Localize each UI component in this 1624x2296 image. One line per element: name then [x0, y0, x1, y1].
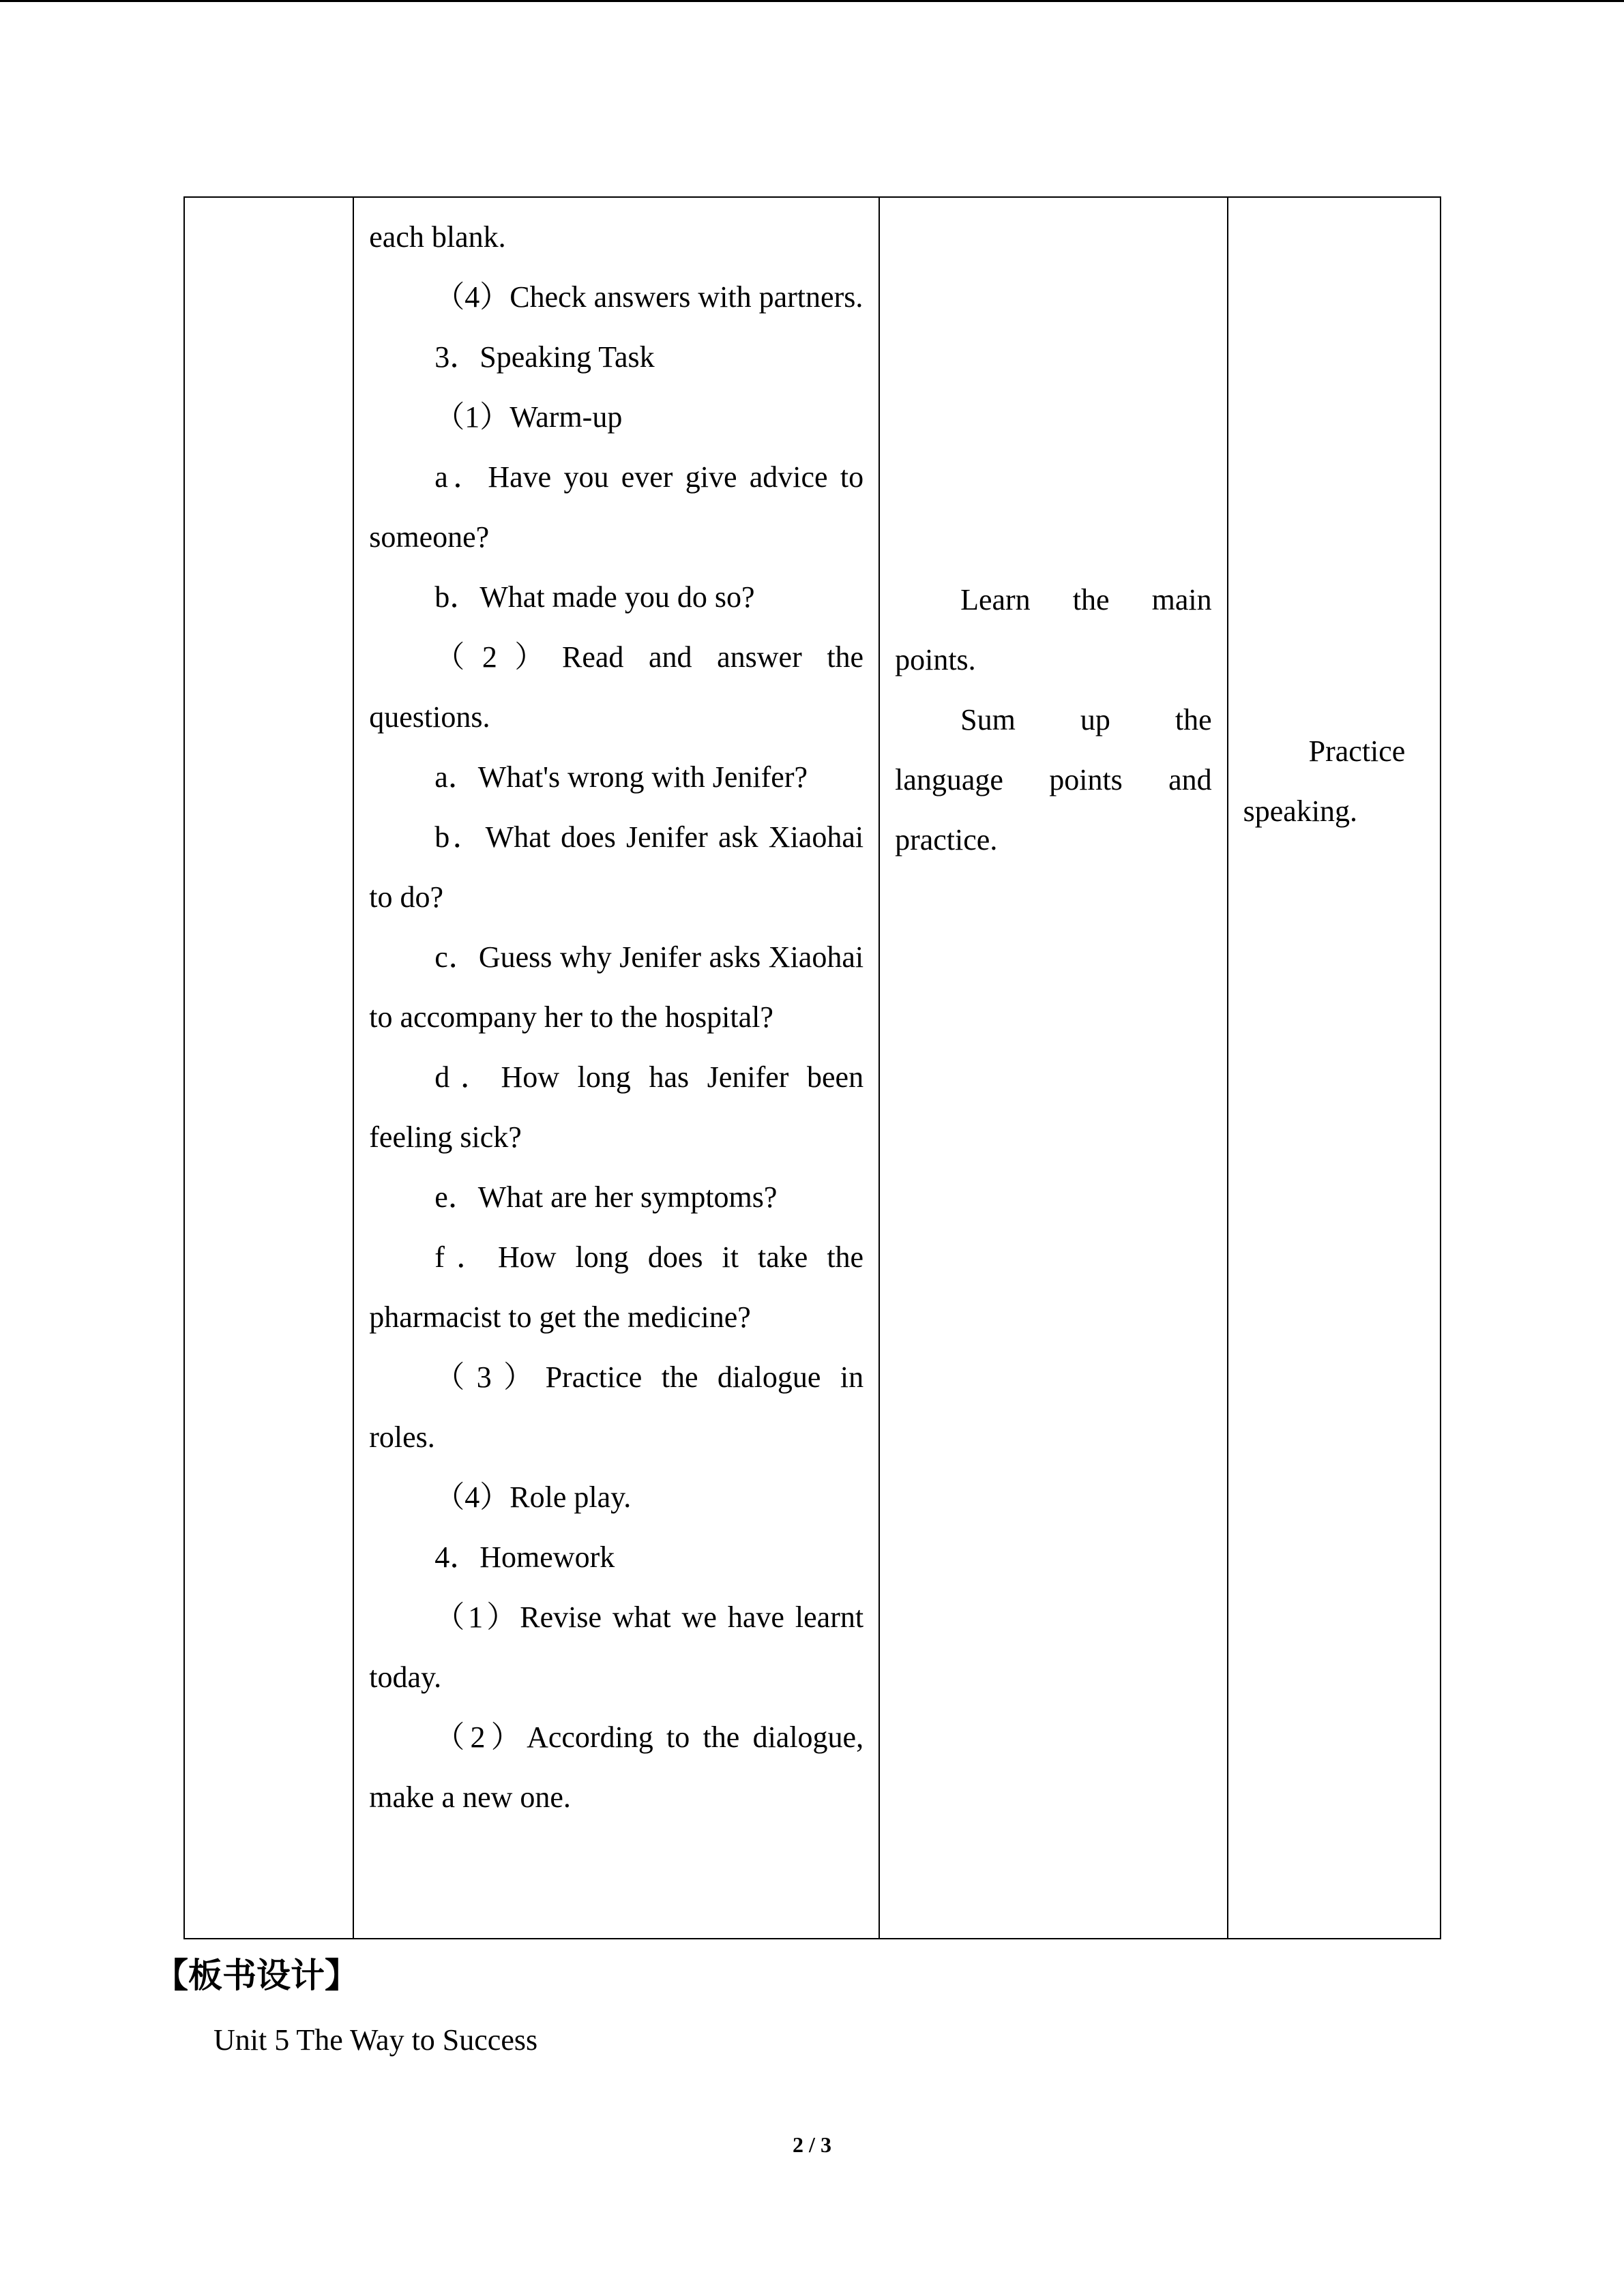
process-heading: 4．Homework: [434, 1540, 615, 1574]
board-design-heading: 【板书设计】: [154, 1956, 359, 1995]
page-number: 2 / 3: [793, 2132, 831, 2157]
process-line: （4）Role play.: [434, 1480, 632, 1514]
activity-line: Sum up the language points and practice.: [895, 703, 1212, 856]
top-border-line: [0, 0, 1624, 2]
process-question: c．Guess why Jenifer asks Xiaohai to accompany her to the hospital?: [369, 940, 864, 1034]
student-activity-cell: [879, 197, 1228, 1939]
purpose-line: Practice speaking.: [1243, 734, 1406, 828]
process-question: b．What does Jenifer ask Xiaohai to do?: [369, 820, 864, 914]
process-line: （1）Revise what we have learnt today.: [369, 1600, 864, 1694]
design-purpose-cell: [1228, 197, 1441, 1939]
process-question: a．What's wrong with Jenifer?: [434, 760, 808, 794]
process-question: e．What are her symptoms?: [434, 1180, 778, 1214]
lesson-plan-table: [183, 196, 1441, 1939]
process-question: a．Have you ever give advice to someone?: [369, 460, 864, 554]
process-line: （1）Warm-up: [434, 400, 623, 434]
process-heading: 3．Speaking Task: [434, 340, 655, 374]
process-line: （2）According to the dialogue, make a new one.: [369, 1720, 864, 1814]
table-row: [184, 197, 1441, 1939]
process-question: b．What made you do so?: [434, 580, 755, 614]
process-question: f．How long does it take the pharmacist to get the medicine?: [369, 1240, 864, 1334]
process-line: （4）Check answers with partners.: [434, 280, 863, 314]
process-line: （3）Practice the dialogue in roles.: [369, 1360, 864, 1454]
board-design-title: Unit 5 The Way to Success: [213, 2023, 538, 2057]
process-question: d．How long has Jenifer been feeling sick?: [369, 1060, 864, 1154]
activity-line: Learn the main points.: [895, 583, 1212, 676]
stage-cell: [184, 197, 353, 1939]
process-line: （2）Read and answer the questions.: [369, 640, 864, 734]
teaching-process-cell: [353, 197, 879, 1939]
process-line: each blank.: [369, 220, 506, 254]
